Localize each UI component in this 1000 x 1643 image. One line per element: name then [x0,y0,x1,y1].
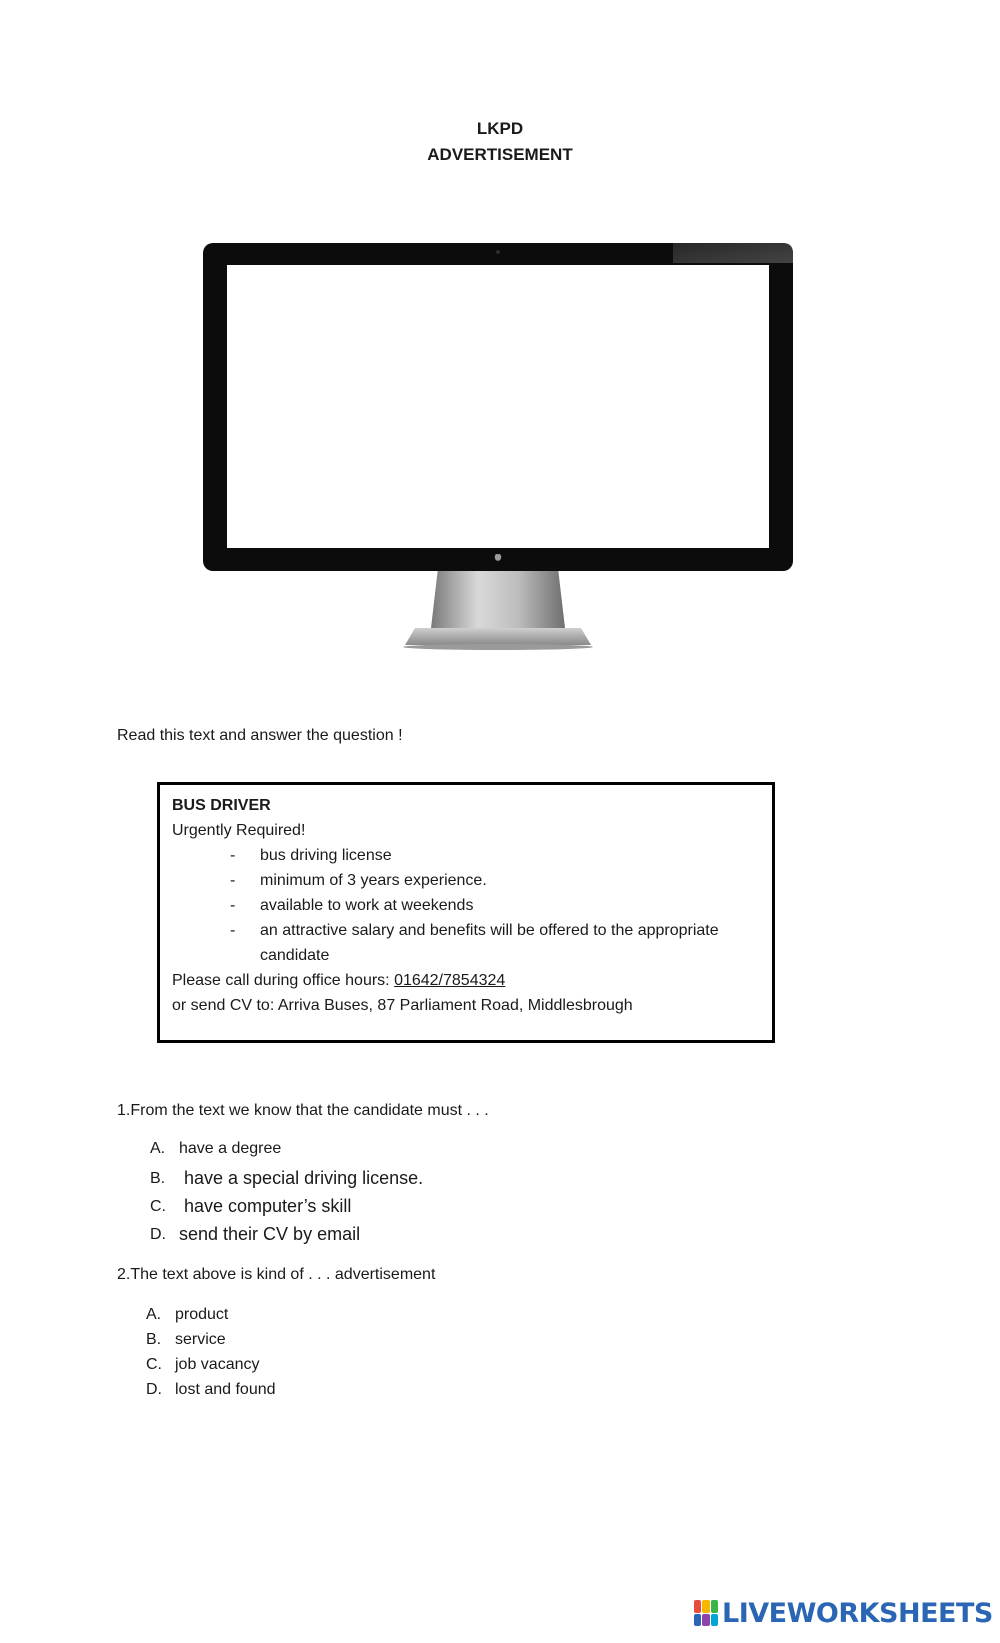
ad-contact [172,968,505,993]
liveworksheets-logo-icon [694,1600,718,1626]
requirement-text: bus driving license [260,847,392,864]
brand-name: LIVEWORKSHEETS [722,1597,993,1629]
requirement-text: an attractive salary and benefits will be offered to the appropriate candidate [260,922,719,964]
requirements-list [172,843,762,968]
apple-logo-icon [495,554,501,561]
list-bullet: - [230,922,236,939]
option-letter: A. [146,1306,162,1323]
page-subtitle: ADVERTISEMENT [427,145,573,164]
computer-monitor-image [203,243,793,663]
contact-label: Please call during office hours: [172,972,395,989]
list-item [172,893,762,918]
logo-tile [694,1614,701,1627]
list-item [172,868,762,893]
list-item [172,918,762,968]
logo-tile [702,1614,709,1627]
option-letter: C. [150,1198,166,1215]
option-text: send their CV by email [179,1224,361,1244]
list-bullet: - [230,872,236,889]
option-text: have a degree [179,1140,282,1157]
option-text: have a special driving license. [184,1168,424,1188]
liveworksheets-brand[interactable] [694,1597,993,1629]
ad-address: or send CV to: Arriva Buses, 87 Parliament Road, Middlesbrough [172,997,633,1014]
option-letter: D. [146,1381,162,1398]
requirement-text: available to work at weekends [260,897,474,914]
ad-title: BUS DRIVER [172,797,271,814]
option-letter: B. [150,1170,166,1187]
phone-number: 01642/7854324 [394,972,506,989]
option-text: lost and found [175,1381,276,1398]
instruction-text: Read this text and answer the question ! [117,727,403,744]
page-title: LKPD [476,119,524,138]
requirement-text: minimum of 3 years experience. [260,872,487,889]
option-text: job vacancy [175,1356,260,1373]
list-item [172,843,762,868]
logo-tile [711,1600,718,1613]
logo-tile [711,1614,718,1627]
list-bullet: - [230,897,236,914]
question-2: 2.The text above is kind of . . . advertisement [117,1266,436,1283]
option-letter: C. [146,1356,162,1373]
option-letter: A. [150,1140,166,1157]
logo-tile [694,1600,701,1613]
list-bullet: - [230,847,236,864]
question-1: 1.From the text we know that the candidate must . . . [117,1102,489,1119]
option-letter: B. [146,1331,162,1348]
advertisement-box [157,782,775,1043]
option-text: have computer’s skill [184,1196,352,1216]
option-text: product [175,1306,229,1323]
logo-tile [702,1600,709,1613]
ad-subtitle: Urgently Required! [172,822,306,839]
option-letter: D. [150,1226,166,1243]
option-text: service [175,1331,226,1348]
